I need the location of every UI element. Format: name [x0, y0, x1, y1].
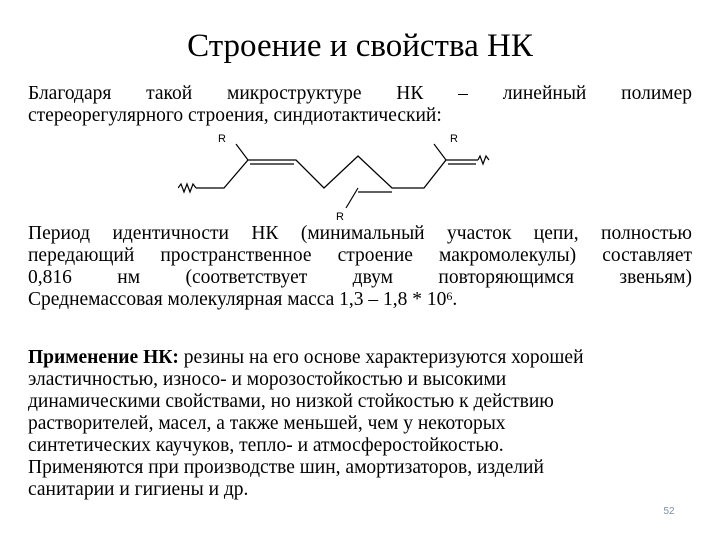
application-line: санитарии и гигиены и др.: [28, 479, 249, 500]
application-line: растворителей, масел, а также меньшей, чем у некоторых: [28, 413, 506, 434]
molecular-mass-text: Среднемассовая молекулярная масса 1,3 – 1,8 * 10: [28, 289, 447, 310]
molecular-mass-end: .: [452, 289, 458, 310]
substituent-label: R: [218, 133, 226, 145]
substituent-label: R: [336, 211, 344, 222]
chain-bonds: [196, 156, 478, 188]
application-line: эластичностью, износо- и морозостойкостью и высокими: [28, 369, 507, 390]
molecular-mass-line: [28, 289, 692, 311]
substituent-bond-1: [236, 144, 248, 160]
application-line: динамическими свойствами, но низкой стойкостью к действию: [28, 391, 554, 412]
identity-line: Период идентичности НК (минимальный участок цепи, полностью: [28, 223, 692, 244]
identity-line: 0,816 нм (соответствует двум повторяющимся звеньям): [28, 267, 692, 288]
identity-line: передающий пространственное строение макромолекулы) составляет: [28, 245, 692, 266]
molecular-mass-exponent: 6: [446, 289, 453, 303]
intro-line: стереорегулярного строения, синдиотактический:: [28, 105, 442, 126]
application-line: синтетических каучуков, тепло- и атмосферостойкостью.: [28, 435, 504, 456]
identity-paragraph: [28, 223, 692, 311]
page-number: 52: [663, 506, 675, 517]
slide-title: Строение и свойства НК: [187, 28, 533, 64]
substituent-bond-2: [346, 188, 358, 208]
chain-end-right: [478, 156, 489, 164]
application-paragraph: [28, 347, 668, 501]
application-line: [28, 347, 668, 369]
application-line: Применяются при производстве шин, амортизаторов, изделий: [28, 457, 544, 478]
intro-paragraph: [28, 83, 692, 127]
chain-end-left: [178, 184, 196, 192]
substituent-label: R: [450, 133, 458, 145]
application-heading: Применение НК:: [28, 347, 179, 368]
syndiotactic-chain-diagram: [178, 132, 490, 222]
substituent-bond-3: [434, 144, 446, 160]
intro-line: Благодаря такой микроструктуре НК – линейный полимер: [28, 83, 692, 104]
application-line-rest: резины на его основе характеризуются хорошей: [178, 347, 584, 368]
